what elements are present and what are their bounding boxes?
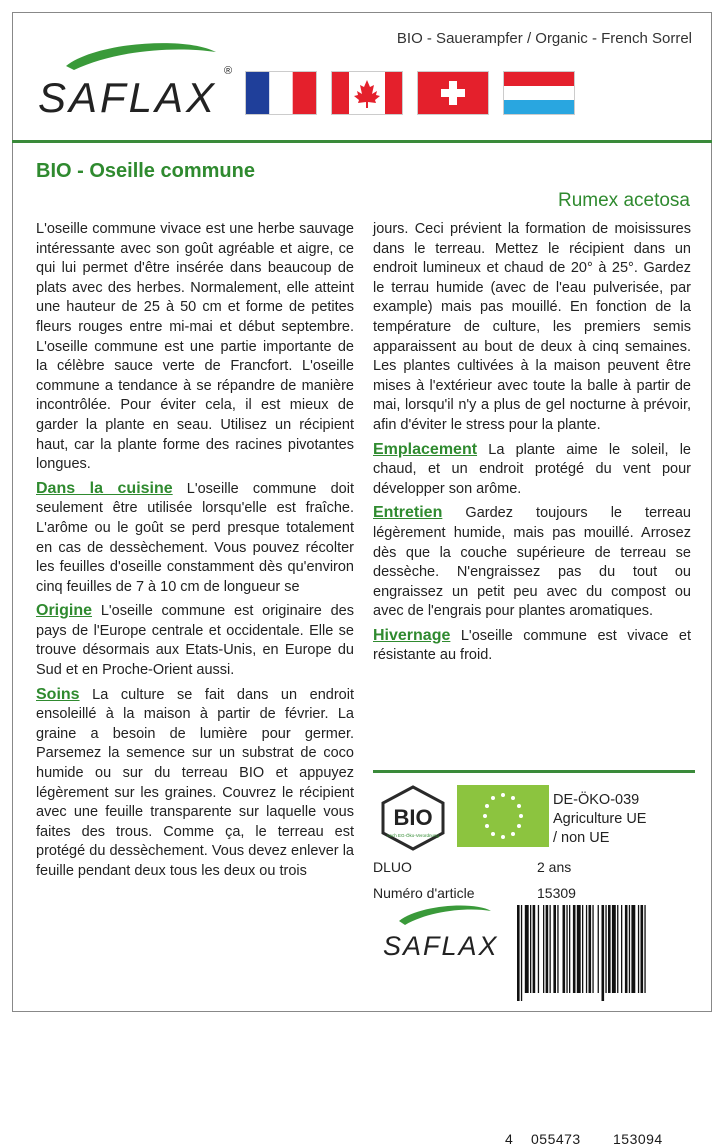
certification-code: DE-ÖKO-039 Agriculture UE / non UE [553, 792, 647, 846]
section-origine [36, 601, 354, 680]
brand-text-small: SAFLAX [383, 931, 499, 961]
barcode-group1: 055473 [531, 1131, 581, 1147]
cuisine-text: L'oseille commune doit seulement être utilisée lorsqu'elle est fraîche. L'arôme ou le goût se perd presque totalement en cas de dessèchement. Vous pouvez récolter les feuilles d'oseille constamment dès qu'environ cinq feuilles de 7 à 10 cm de longueur se [36, 480, 354, 595]
section-entretien [373, 503, 691, 622]
entretien-heading: Entretien [373, 504, 443, 522]
left-column [36, 220, 354, 886]
section-cuisine [36, 479, 354, 598]
saflax-logo [36, 40, 236, 125]
barcode-digit: 4 [505, 1131, 514, 1147]
certification-block [373, 770, 695, 1147]
hivernage-text: L'oseille commune est vivace et résistante au froid. [373, 627, 691, 664]
article-label: Numéro d'article [373, 885, 475, 901]
entretien-text: Gardez toujours le terreau légèrement humide, mais pas mouillé. Arrosez dès que la couche supérieure de terreau se dessèche. N'engraissez pas du tout ou engraissez un petit peu avec du compost ou avec de l'engrais pour plantes aromatiques. [373, 505, 691, 620]
bio-seal-text: BIO [393, 805, 433, 830]
product-line: BIO - Sauerampfer / Organic - French Sorrel [396, 30, 692, 47]
origine-text: L'oseille commune est originaire des pays de l'Europe centrale et occidentale. Elle se trouve désormais aux Etats-Unis, en Europe du Sud et en Proche-Orient aussi. [36, 603, 354, 679]
flags-row [246, 72, 574, 114]
section-hivernage [373, 626, 691, 666]
emplacement-text: La plante aime le soleil, le chaud, et un endroit protégé du vent pour développer son arôme. [373, 441, 691, 497]
registered-mark: ® [224, 65, 233, 77]
barcode [505, 905, 691, 1147]
right-column [373, 220, 691, 670]
cuisine-heading: Dans la cuisine [36, 479, 173, 497]
brand-text: SAFLAX [38, 74, 218, 120]
origine-heading: Origine [36, 602, 93, 620]
eu-organic-leaf-icon [457, 785, 549, 847]
soins-heading: Soins [36, 685, 80, 703]
dluo-label: DLUO [373, 859, 412, 875]
emplacement-heading: Emplacement [373, 440, 478, 458]
luxembourg-flag [504, 72, 574, 114]
dluo-row [373, 859, 572, 875]
section-soins [36, 685, 354, 882]
hivernage-heading: Hivernage [373, 626, 451, 644]
bio-seal-small: nach EG-Öko-Verordnung [386, 833, 440, 838]
soins-continued: jours. Ceci prévient la formation de moisissures dans le terreau. Mettez le récipient dans un endroit lumineux et chaud de 20° à 25°. Gardez le terrau humide (avec de l'eau pulverisée, par example) mais pas mouillé. En fonction de la température de culture, les premiers semis apparaissent au bout de deux à cinq semaines. Les plantes cultivées à la maison peuvent être mises à l'extérieur avec toute la balle à partir de mai, lorsqu'il n'y a plus de gel nocturne à prévoir, afin d'éviter le stress pour la plante. [373, 221, 691, 433]
latin-name: Rumex acetosa [557, 190, 690, 211]
france-flag [246, 72, 316, 114]
header-divider [12, 140, 712, 143]
saflax-logo-small [379, 903, 501, 968]
article-row [373, 885, 576, 901]
bio-seal-icon [379, 785, 447, 851]
barcode-group2: 153094 [613, 1131, 663, 1147]
soins-text: La culture se fait dans un endroit ensoleillé à la maison à partir de février. La graine a besoin de lumière pour germer. Parsemez la semence sur un substrat de coco humide ou sur du terreau BIO et appuyez légèrement sur les graines. Couvrez le récipient avec une feuille transparente sur laquelle vous faites des trous. Comme ça, le terreau est protégé du dessèchement. Vous devez enlever la feuille pendant deux tous les deux ou trois [36, 686, 354, 879]
dluo-value: 2 ans [537, 859, 572, 875]
intro-text: L'oseille commune vivace est une herbe sauvage intéressante avec son goût agréable et aigre, ce qui lui permet d'être insérée dans beaucoup de plats avec des herbes. Normalement, elle atteint une hauteur de 25 à 50 cm et forme de petites fleurs rouges entre mi-mai et début septembre. L'oseille commune est une partie importante de la célèbre sauce verte de Francfort. L'oseille commune a tendance à se répandre de manière incontrôlée. Pour éviter cela, il est mieux de garder la plante en seau. Utilisez un récipient haut, car la plante forme des racines pivotantes longues. [36, 221, 354, 473]
page-title: BIO - Oseille commune [36, 160, 255, 182]
article-value: 15309 [537, 885, 576, 901]
section-emplacement [373, 440, 691, 500]
canada-flag [332, 72, 402, 114]
switzerland-flag [418, 72, 488, 114]
